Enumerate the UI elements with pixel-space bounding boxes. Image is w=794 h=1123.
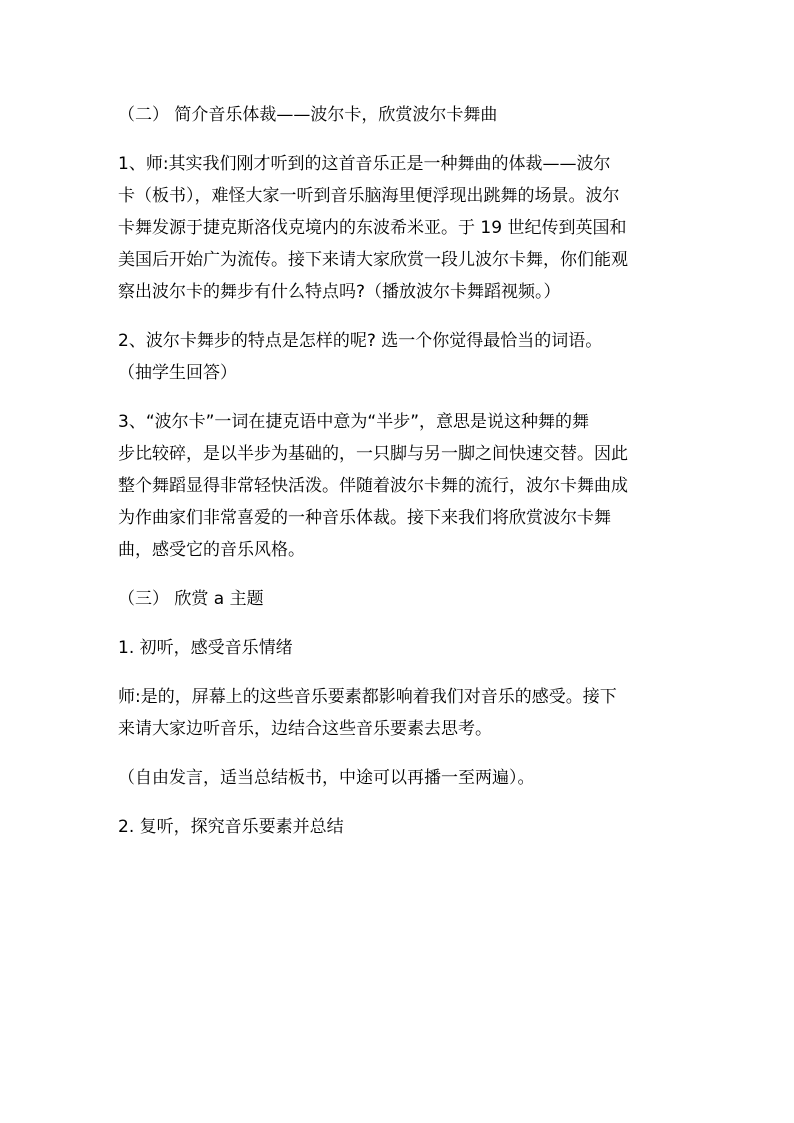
text-line: 来请大家边听音乐，边结合这些音乐要素去思考。	[118, 719, 492, 739]
paragraph-free-discussion	[118, 762, 678, 794]
text-line: 察出波尔卡的舞步有什么特点吗?（播放波尔卡舞蹈视频。）	[118, 282, 561, 302]
text-line: （自由发言，适当总结板书，中途可以再播一至两遍）。	[118, 768, 535, 788]
text-line: 1、师:其实我们刚才听到的这首音乐正是一种舞曲的体裁——波尔	[118, 154, 611, 174]
text-line: 卡（板书），难怪大家一听到音乐脑海里便浮现出跳舞的场景。波尔	[118, 186, 620, 206]
text-line: 师:是的，屏幕上的这些音乐要素都影响着我们对音乐的感受。接下	[118, 687, 617, 707]
paragraph-teacher-intro	[118, 148, 678, 308]
text-line: 美国后开始广为流传。接下来请大家欣赏一段儿波尔卡舞，你们能观	[118, 250, 628, 270]
text-line: 1. 初听，感受音乐情绪	[118, 638, 293, 658]
text-line: （抽学生回答）	[118, 363, 237, 383]
text-line: （二） 简介音乐体裁——波尔卡，欣赏波尔卡舞曲	[118, 105, 498, 125]
section-heading-3	[118, 583, 678, 615]
text-line: 2. 复听，探究音乐要素并总结	[118, 817, 344, 837]
document-body	[118, 99, 678, 860]
text-line: （三） 欣赏 a 主题	[118, 589, 264, 609]
text-line: 2、波尔卡舞步的特点是怎样的呢? 选一个你觉得最恰当的词语。	[118, 331, 603, 351]
paragraph-teacher-guidance	[118, 681, 678, 745]
paragraph-polka-meaning	[118, 406, 678, 566]
text-line: 为作曲家们非常喜爱的一种音乐体裁。接下来我们将欣赏波尔卡舞	[118, 508, 611, 528]
section-heading-2	[118, 99, 678, 131]
text-line: 整个舞蹈显得非常轻快活泼。伴随着波尔卡舞的流行，波尔卡舞曲成	[118, 476, 628, 496]
step-second-listen	[118, 811, 678, 843]
text-line: 卡舞发源于捷克斯洛伐克境内的东波希米亚。于 19 世纪传到英国和	[118, 218, 627, 238]
paragraph-dance-step-question	[118, 325, 678, 389]
text-line: 步比较碎，是以半步为基础的，一只脚与另一脚之间快速交替。因此	[118, 444, 628, 464]
text-line: 曲，感受它的音乐风格。	[118, 540, 305, 560]
step-first-listen	[118, 632, 678, 664]
text-line: 3、“波尔卡”一词在捷克语中意为“半步”，意思是说这种舞的舞	[118, 412, 590, 432]
